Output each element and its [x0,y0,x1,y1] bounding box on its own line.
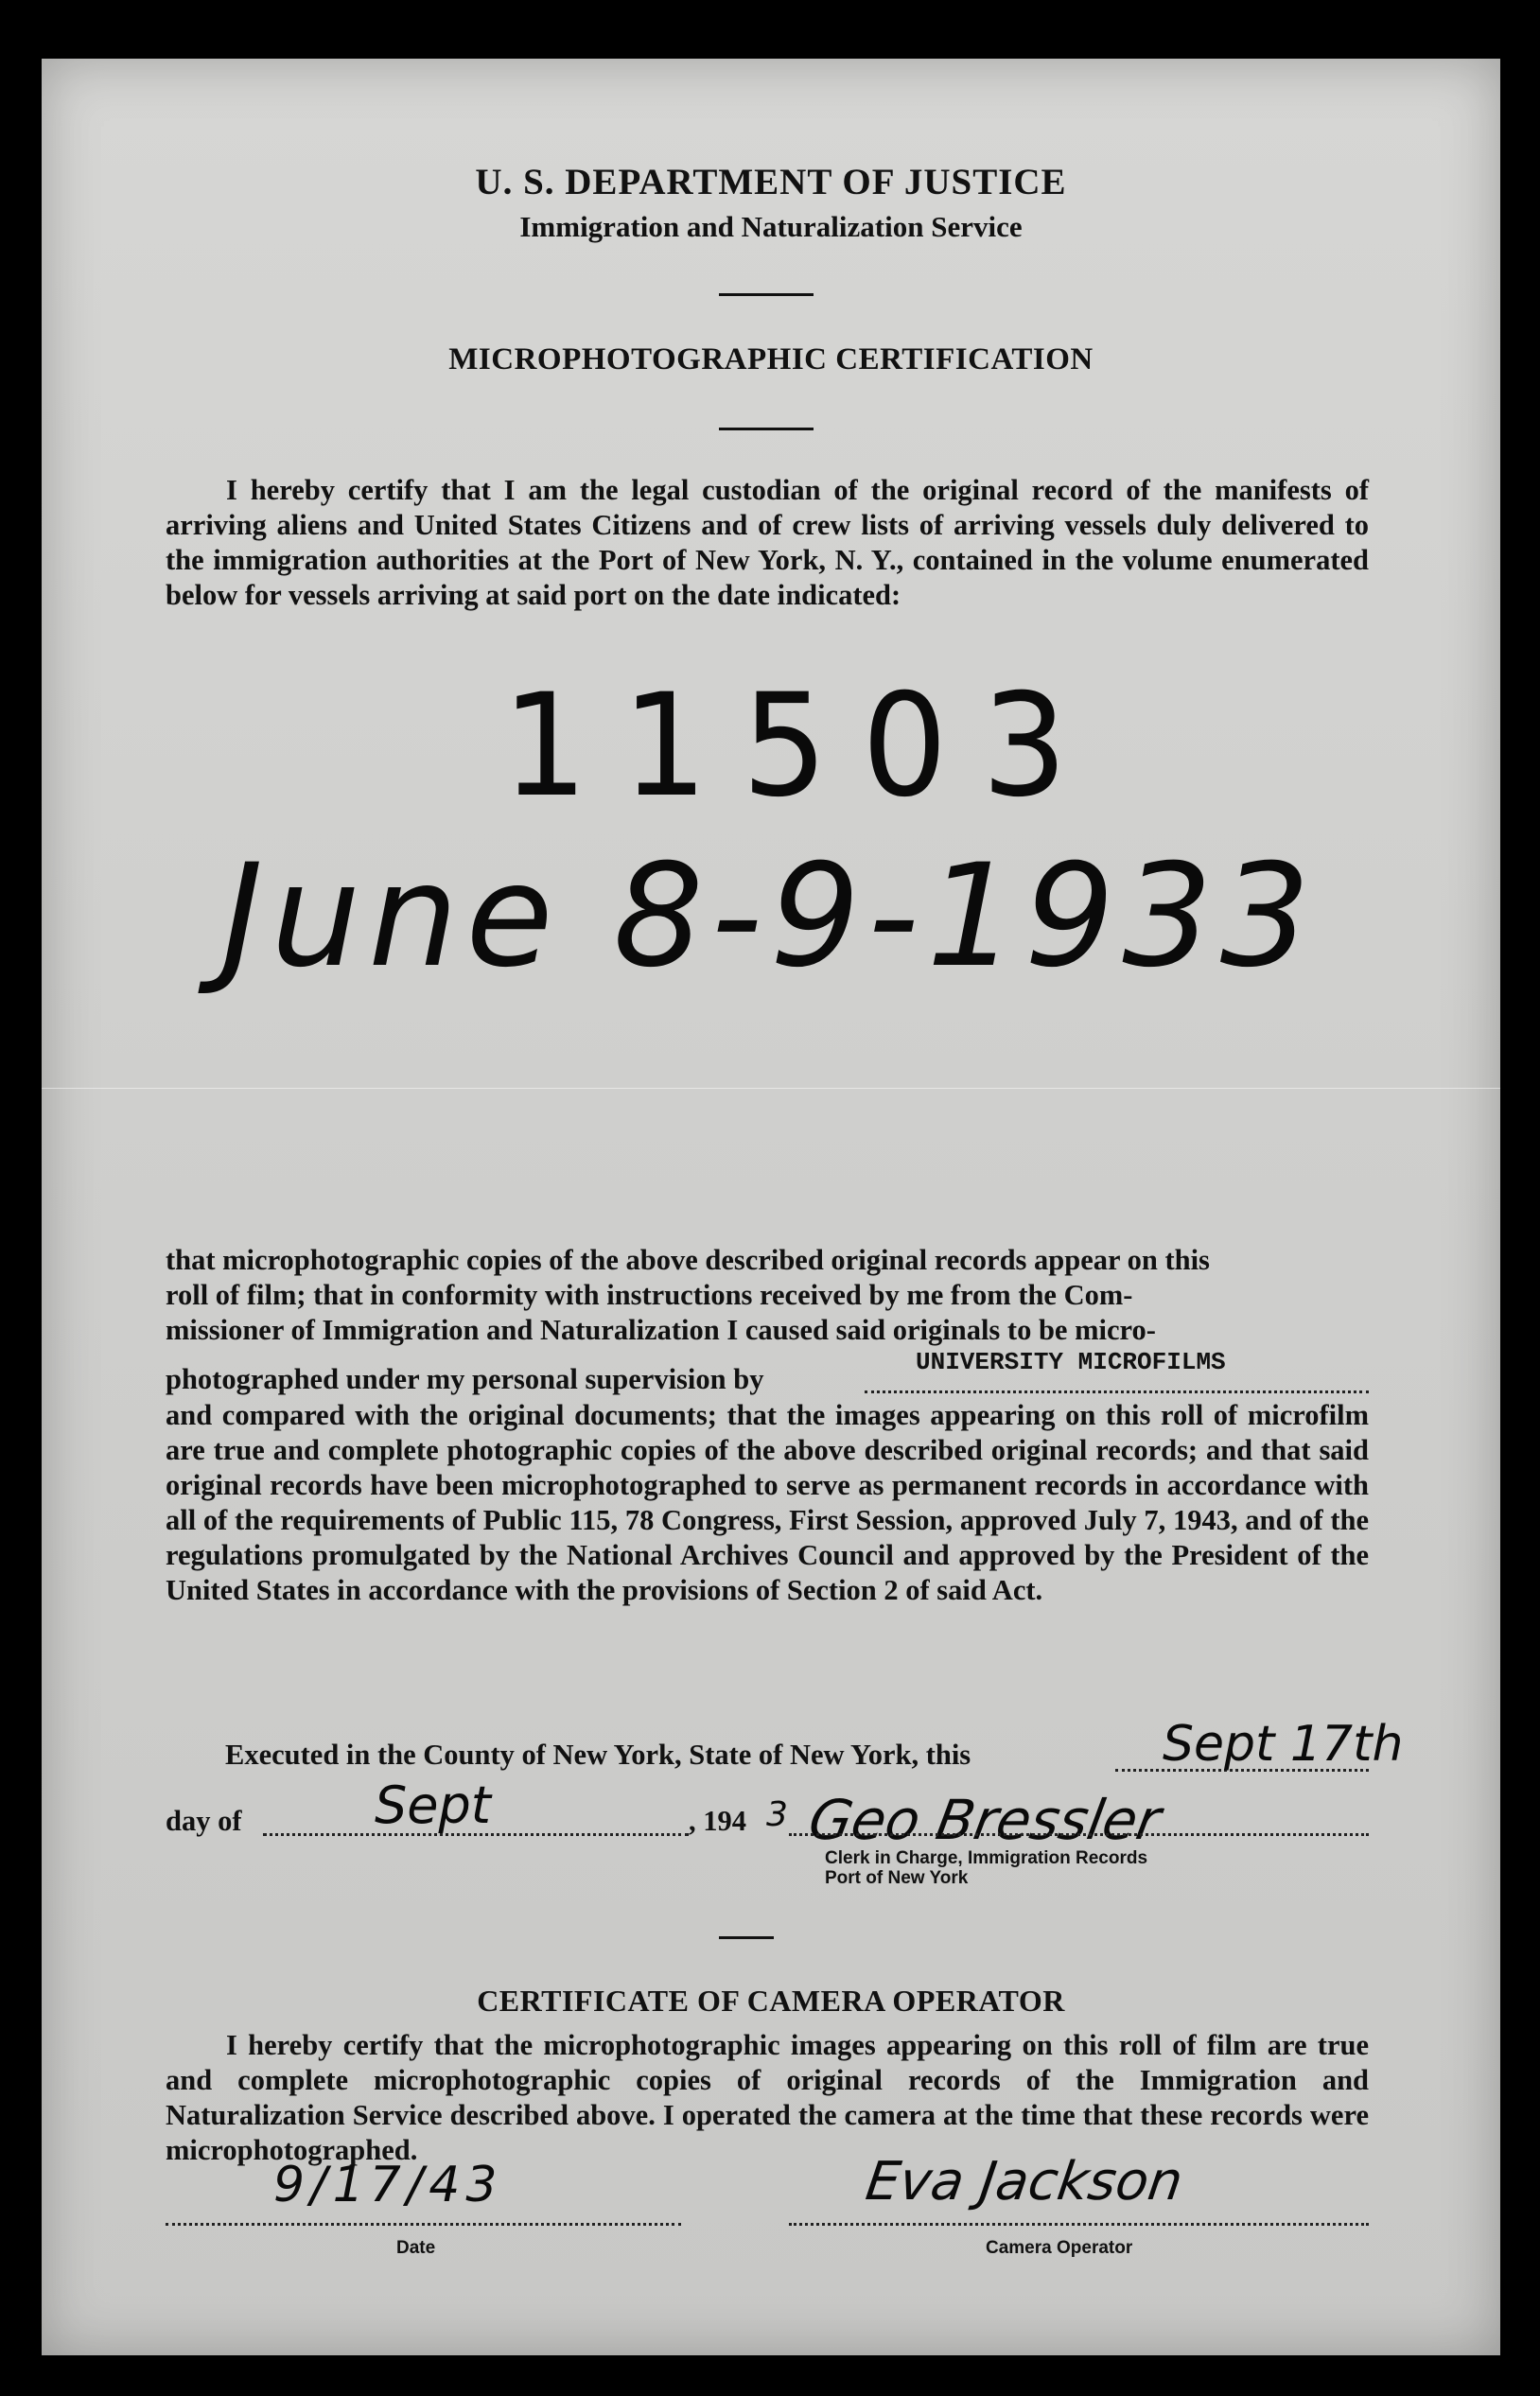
supervision-label: photographed under my personal supervision by [166,1363,764,1395]
film-seam [42,1088,1500,1089]
day-of-label: day of [166,1805,242,1837]
clerk-signature: Geo Bressler [804,1788,1165,1852]
service-subheading: Immigration and Naturalization Service [519,210,1023,243]
executed-label: Executed in the County of New York, State of New York, this [225,1739,971,1771]
year-prefix: , 194 [689,1805,746,1837]
operator-dotted-line [789,2223,1369,2226]
date-dotted-line [166,2223,681,2226]
camera-paragraph: I hereby certify that the microphotographic images appearing on this roll of film are true and complete microphotographic copies of original records of the Immigration and Naturalization Service described above. I operated the camera at the time that these records were microphotographed. [166,2029,1369,2166]
camera-date-handwritten: 9/17/43 [273,2157,503,2213]
body-remainder: and compared with the original documents; that the images appearing on this roll of microfilm are true and complete photographic copies of the above described original records; and that said original records have been microphotographed to serve as permanent records in accordance with all of the requirements of Public 115, 78 Congress, First Session, approved July 7, 1943, and of the regulations promulgated by the National Archives Council and approved by the President of the United States in accordance with the provisions of Section 2 of said Act. [166,1399,1369,1606]
date-range-handwritten: June 8-9-1933 [221,834,1319,999]
certification-title: MICROPHOTOGRAPHIC CERTIFICATION [448,342,1094,376]
operator-signature: Eva Jackson [862,2151,1187,2212]
signer-title-line-1: Clerk in Charge, Immigration Records [825,1848,1148,1868]
supervision-dotted-line [865,1390,1369,1393]
body-line-1: that microphotographic copies of the above described original records appear on this [166,1244,1210,1276]
body-line-2: roll of film; that in conformity with instructions received by me from the Com- [166,1279,1133,1311]
month-handwritten: Sept [375,1775,491,1835]
signer-title-line-2: Port of New York [825,1868,969,1888]
camera-certificate-title: CERTIFICATE OF CAMERA OPERATOR [477,1984,1065,2018]
body-line-3: missioner of Immigration and Naturalization I caused said originals to be micro- [166,1314,1156,1346]
intro-paragraph: I hereby certify that I am the legal custodian of the original record of the manifests of arriving aliens and United States Citizens and of crew lists of arriving vessels duly delivered to the immigration authorities at the Port of New York, N. Y., contained in the volume enumerated below for vessels arriving at said port on the date indicated: [166,474,1369,611]
executed-day-handwritten: Sept 17th [1163,1716,1404,1773]
typed-firm-name: UNIVERSITY MICROFILMS [916,1348,1226,1376]
signature-dotted-line [789,1833,1369,1836]
divider-bottom [719,1936,774,1939]
divider-second [719,428,814,430]
camera-operator-label: Camera Operator [986,2238,1133,2258]
year-handwritten: 3 [766,1795,788,1834]
divider-top [719,293,814,296]
department-heading: U. S. DEPARTMENT OF JUSTICE [475,162,1067,202]
certificate-sheet [42,59,1500,2355]
volume-number-handwritten: 11503 [501,664,1102,829]
date-label: Date [396,2238,436,2258]
